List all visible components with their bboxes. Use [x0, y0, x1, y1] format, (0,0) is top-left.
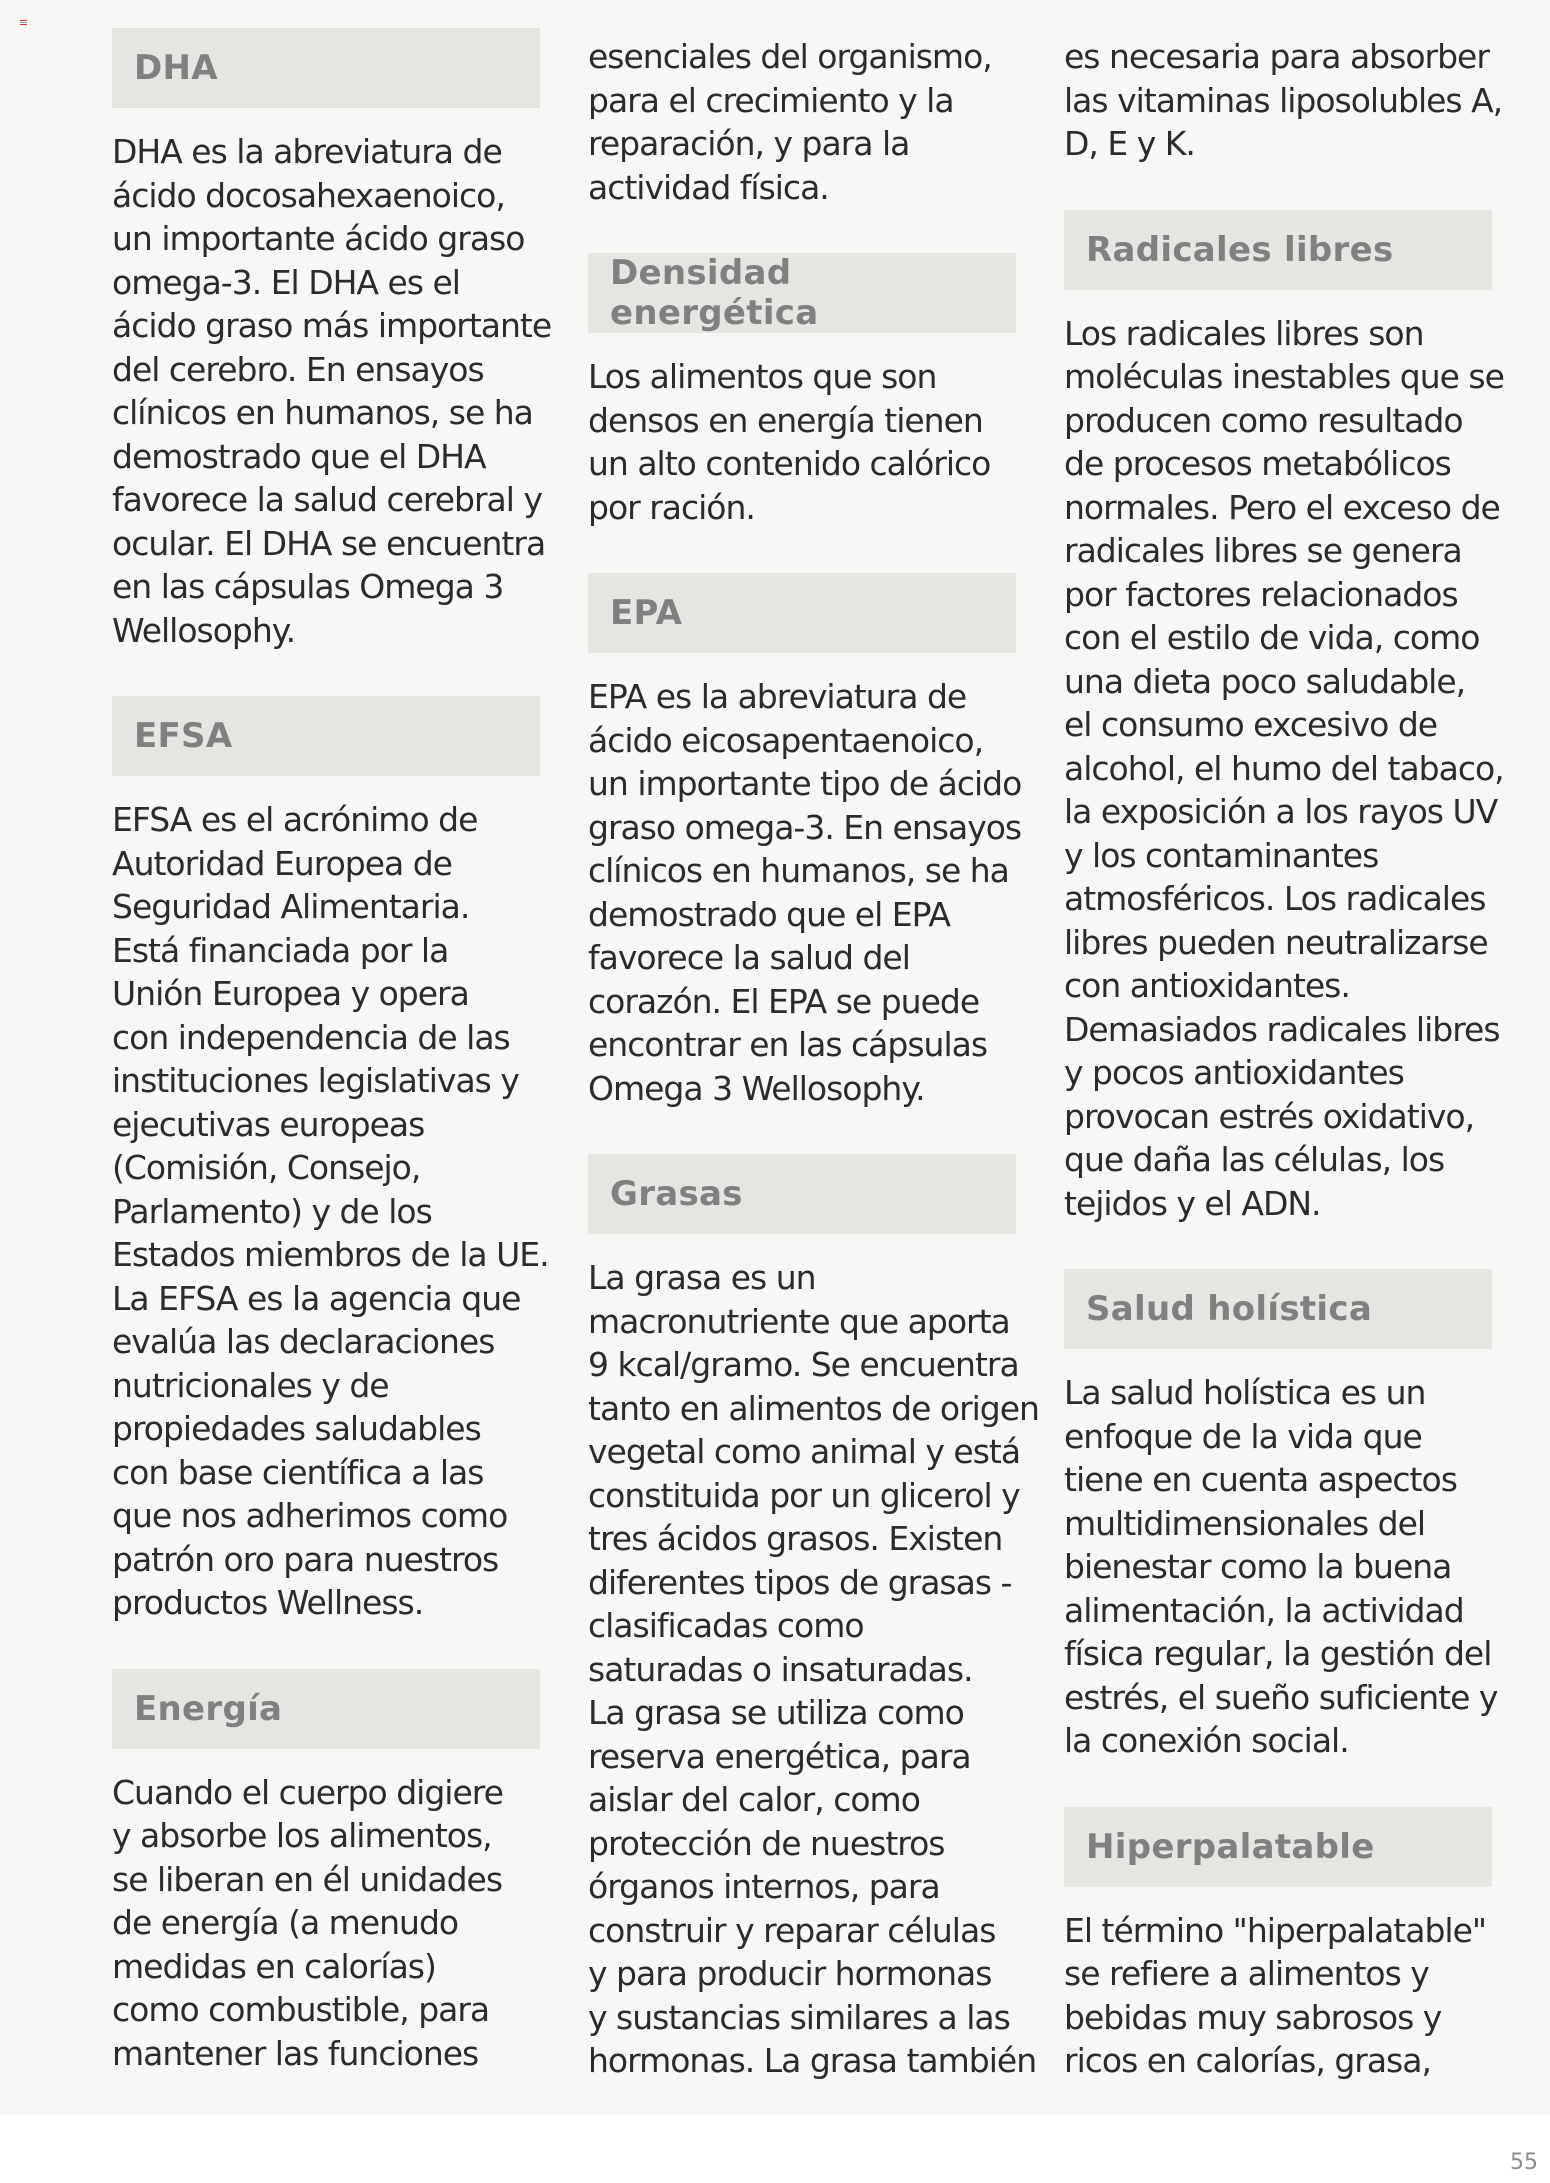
text-line: física regular, la gestión del — [1064, 1634, 1492, 1673]
text-line: con el estilo de vida, como — [1064, 618, 1480, 657]
text-line: que nos adherimos como — [112, 1496, 508, 1535]
text-line: nutricionales y de — [112, 1365, 389, 1405]
term-heading-dha: DHA — [112, 28, 540, 108]
text-line: clínicos en humanos, se ha — [588, 851, 1009, 890]
text-line: en las cápsulas Omega 3 — [112, 567, 504, 606]
term-heading-hiperpalatable: Hiperpalatable — [1064, 1807, 1492, 1887]
definition-salud-holistica — [1064, 1371, 1498, 1763]
text-line: tejidos y el ADN. — [1064, 1183, 1321, 1223]
text-line: un alto contenido calórico — [588, 444, 991, 483]
text-line: por factores relacionados — [1064, 574, 1458, 614]
text-line: diferentes tipos de grasas - — [588, 1562, 1012, 1602]
text-line: clasificadas como — [588, 1606, 864, 1645]
text-line: ricos en calorías, grasa, — [1064, 2041, 1431, 2080]
definition-hiperpalatable — [1064, 1909, 1492, 2083]
text-line: La grasa se utiliza como — [588, 1693, 964, 1732]
text-line: omega-3. El DHA es el — [112, 262, 460, 302]
text-line: una dieta poco saludable, — [1064, 661, 1466, 701]
text-line: propiedades saludables — [112, 1409, 481, 1448]
text-line: provocan estrés oxidativo, — [1064, 1096, 1475, 1136]
text-line: mantener las funciones — [112, 2033, 479, 2073]
definition-grasas — [588, 1256, 1039, 2083]
text-line: ocular. El DHA se encuentra — [112, 523, 546, 563]
text-line: ácido docosahexaenoico, — [112, 175, 505, 215]
text-line: Los radicales libres son — [1064, 313, 1424, 353]
text-line: graso omega-3. En ensayos — [588, 807, 1022, 847]
text-line: medidas en calorías) — [112, 1946, 436, 1986]
text-line: tiene en cuenta aspectos — [1064, 1460, 1457, 1499]
text-line: un importante ácido graso — [112, 219, 525, 258]
term-heading-grasas: Grasas — [588, 1154, 1016, 1234]
text-line: y sustancias similares a las — [588, 1997, 1010, 2037]
text-line: construir y reparar células — [588, 1910, 996, 1950]
text-line: Los alimentos que son — [588, 357, 937, 396]
term-heading-salud-holistica: Salud holística — [1064, 1269, 1492, 1349]
text-line: vegetal como animal y está — [588, 1432, 1021, 1471]
text-line: Estados miembros de la UE. — [112, 1235, 549, 1274]
text-line: es necesaria para absorber — [1064, 37, 1489, 76]
text-line: demostrado que el DHA — [112, 436, 486, 476]
glossary-column-1 — [112, 28, 552, 2075]
text-line: La EFSA es la agencia que — [112, 1278, 521, 1318]
definition-grasas-continued — [1064, 35, 1503, 166]
text-line: esenciales del organismo, — [588, 37, 992, 76]
definition-efsa — [112, 798, 549, 1625]
text-line: DHA es la abreviatura de — [112, 132, 502, 171]
text-line: Demasiados radicales libres — [1064, 1009, 1500, 1049]
text-line: la conexión social. — [1064, 1721, 1349, 1760]
text-line: 9 kcal/gramo. Se encuentra — [588, 1345, 1019, 1384]
text-line: evalúa las declaraciones — [112, 1322, 495, 1361]
text-line: con base científica a las — [112, 1452, 484, 1492]
text-line: el consumo excesivo de — [1064, 705, 1438, 744]
term-heading-energia: Energía — [112, 1669, 540, 1749]
text-line: Omega 3 Wellosophy. — [588, 1068, 925, 1108]
text-line: libres pueden neutralizarse — [1064, 922, 1488, 962]
text-line: ejecutivas europeas — [112, 1104, 425, 1144]
text-line: normales. Pero el exceso de — [1064, 487, 1500, 527]
text-line: se liberan en él unidades — [112, 1859, 503, 1899]
text-line: Parlamento) y de los — [112, 1191, 432, 1231]
text-line: clínicos en humanos, se ha — [112, 393, 533, 432]
text-line: EFSA es el acrónimo de — [112, 800, 478, 839]
text-line: productos Wellness. — [112, 1583, 424, 1622]
text-line: reserva energética, para — [588, 1736, 971, 1776]
text-line: de procesos metabólicos — [1064, 444, 1451, 483]
definition-densidad-energetica — [588, 355, 1016, 529]
text-line: patrón oro para nuestros — [112, 1539, 499, 1579]
text-line: La salud holística es un — [1064, 1373, 1426, 1412]
text-line: instituciones legislativas y — [112, 1061, 519, 1100]
definition-energia — [112, 1771, 540, 2076]
glossary-column-2 — [588, 35, 1039, 2083]
text-line: macronutriente que aporta — [588, 1301, 1010, 1341]
text-line: saturadas o insaturadas. — [588, 1649, 973, 1689]
term-heading-densidad-energetica: Densidad energética — [588, 253, 1016, 333]
definition-radicales-libres — [1064, 312, 1504, 1226]
text-line: Cuando el cuerpo digiere — [112, 1772, 503, 1812]
text-line: La grasa es un — [588, 1258, 816, 1297]
text-line: multidimensionales del — [1064, 1503, 1426, 1543]
text-line: demostrado que el EPA — [588, 894, 950, 934]
text-line: (Comisión, Consejo, — [112, 1148, 421, 1187]
text-line: con independencia de las — [112, 1017, 510, 1057]
text-line: aislar del calor, como — [588, 1780, 920, 1819]
text-line: bienestar como la buena — [1064, 1547, 1452, 1586]
text-line: Autoridad Europea de — [112, 843, 452, 883]
definition-epa — [588, 675, 1022, 1110]
page-number: 55 — [1510, 2150, 1538, 2175]
corner-mark-icon — [20, 20, 27, 26]
text-line: para el crecimiento y la — [588, 80, 954, 120]
text-line: Está financiada por la — [112, 930, 449, 970]
text-line: alimentación, la actividad — [1064, 1590, 1464, 1630]
text-line: que daña las células, los — [1064, 1140, 1445, 1179]
text-line: radicales libres se genera — [1064, 531, 1462, 570]
text-line: moléculas inestables que se — [1064, 357, 1504, 396]
text-line: se refiere a alimentos y — [1064, 1954, 1429, 1993]
text-line: alcohol, el humo del tabaco, — [1064, 748, 1504, 788]
text-line: EPA es la abreviatura de — [588, 677, 967, 716]
definition-dha — [112, 130, 552, 652]
text-line: de energía (a menudo — [112, 1903, 459, 1942]
text-line: Wellosophy. — [112, 610, 296, 650]
text-line: las vitaminas liposolubles A, — [1064, 80, 1503, 120]
text-line: un importante tipo de ácido — [588, 764, 1022, 803]
text-line: actividad física. — [588, 167, 829, 207]
text-line: Unión Europea y opera — [112, 974, 469, 1013]
text-line: D, E y K. — [1064, 124, 1195, 163]
text-line: la exposición a los rayos UV — [1064, 792, 1498, 831]
text-line: y pocos antioxidantes — [1064, 1053, 1404, 1092]
text-line: densos en energía tienen — [588, 400, 983, 440]
text-line: del cerebro. En ensayos — [112, 349, 484, 389]
text-line: y los contaminantes — [1064, 835, 1379, 875]
text-line: con antioxidantes. — [1064, 966, 1350, 1005]
text-line: y absorbe los alimentos, — [112, 1816, 492, 1855]
text-line: tres ácidos grasos. Existen — [588, 1519, 1003, 1558]
text-line: enfoque de la vida que — [1064, 1416, 1422, 1456]
term-heading-radicales-libres: Radicales libres — [1064, 210, 1492, 290]
text-line: favorece la salud cerebral y — [112, 480, 542, 519]
term-heading-epa: EPA — [588, 573, 1016, 653]
definition-energia-continued — [588, 35, 1016, 209]
text-line: protección de nuestros — [588, 1823, 945, 1863]
text-line: favorece la salud del — [588, 938, 910, 977]
text-line: encontrar en las cápsulas — [588, 1025, 988, 1064]
text-line: y para producir hormonas — [588, 1954, 992, 1993]
glossary-column-3 — [1064, 35, 1504, 2083]
text-line: bebidas muy sabrosos y — [1064, 1997, 1442, 2037]
text-line: reparación, y para la — [588, 124, 910, 163]
text-line: ácido eicosapentaenoico, — [588, 720, 984, 760]
text-line: Seguridad Alimentaria. — [112, 887, 470, 926]
text-line: corazón. El EPA se puede — [588, 981, 980, 1021]
text-line: estrés, el sueño suficiente y — [1064, 1677, 1498, 1717]
text-line: El término "hiperpalatable" — [1064, 1910, 1487, 1950]
text-line: ácido graso más importante — [112, 306, 552, 345]
text-line: tanto en alimentos de origen — [588, 1388, 1039, 1428]
text-line: atmosféricos. Los radicales — [1064, 879, 1486, 918]
text-line: como combustible, para — [112, 1990, 490, 2029]
text-line: hormonas. La grasa también — [588, 2041, 1037, 2080]
text-line: órganos internos, para — [588, 1867, 940, 1906]
text-line: por ración. — [588, 487, 755, 527]
term-heading-efsa: EFSA — [112, 696, 540, 776]
text-line: producen como resultado — [1064, 400, 1463, 440]
text-line: constituida por un glicerol y — [588, 1475, 1020, 1515]
